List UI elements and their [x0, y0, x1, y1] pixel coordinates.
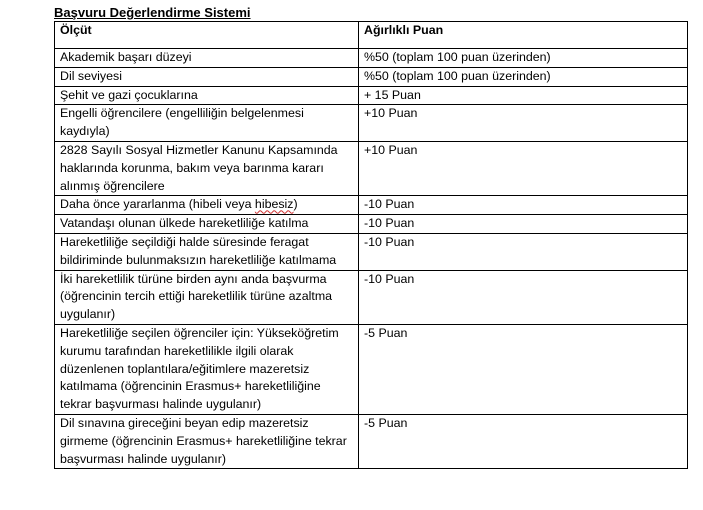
document [54, 5, 688, 469]
table-row [55, 196, 688, 215]
criterion-cell: Hareketliliğe seçilen öğrenciler için: Yükseköğretim kurumu tarafından hareketlilikle ilgili olarak düzenlenen toplantılara/eğitimlere mazeretsiz katılmama (öğrencinin Erasmus+ hareketliliğine tekrar başvurması halinde uygulanır) [55, 324, 359, 414]
table-row [55, 414, 688, 468]
score-cell: -5 Puan [359, 414, 688, 468]
table-row [55, 215, 688, 234]
score-cell: -10 Puan [359, 196, 688, 215]
table-row [55, 86, 688, 105]
criterion-cell: Dil seviyesi [55, 67, 359, 86]
criterion-text-end: ) [293, 197, 298, 212]
criterion-cell: Dil sınavına gireceğini beyan edip mazeretsiz girmeme (öğrencinin Erasmus+ hareketliliğine tekrar başvurması halinde uygulanır) [55, 414, 359, 468]
table-header-row [55, 22, 688, 49]
criterion-cell: Vatandaşı olunan ülkede hareketliliğe katılma [55, 215, 359, 234]
criterion-cell: Akademik başarı düzeyi [55, 49, 359, 68]
criterion-text: Daha önce yararlanma (hibeli veya [60, 197, 255, 212]
table-row [55, 324, 688, 414]
score-cell: +10 Puan [359, 141, 688, 195]
score-cell: +10 Puan [359, 105, 688, 142]
table-row [55, 141, 688, 195]
score-cell: -10 Puan [359, 270, 688, 324]
criterion-cell: Hareketliliğe seçildiği halde süresinde feragat bildiriminde bulunmaksızın hareketliliğe katılmama [55, 233, 359, 270]
score-cell: + 15 Puan [359, 86, 688, 105]
criterion-cell: 2828 Sayılı Sosyal Hizmetler Kanunu Kapsamında haklarında korunma, bakım veya barınma kararı alınmış öğrencilere [55, 141, 359, 195]
criteria-table [54, 21, 688, 469]
criterion-cell [55, 196, 359, 215]
header-criterion: Ölçüt [55, 22, 359, 49]
score-cell: %50 (toplam 100 puan üzerinden) [359, 49, 688, 68]
spellcheck-marked-word: hibesiz [254, 197, 294, 212]
table-row [55, 105, 688, 142]
table-row [55, 233, 688, 270]
header-score: Ağırlıklı Puan [359, 22, 688, 49]
table-row [55, 67, 688, 86]
criterion-cell: Engelli öğrencilere (engelliliğin belgelenmesi kaydıyla) [55, 105, 359, 142]
score-cell: -5 Puan [359, 324, 688, 414]
document-title: Başvuru Değerlendirme Sistemi [54, 5, 251, 20]
criterion-cell: Şehit ve gazi çocuklarına [55, 86, 359, 105]
score-cell: %50 (toplam 100 puan üzerinden) [359, 67, 688, 86]
criterion-cell: İki hareketlilik türüne birden aynı anda başvurma (öğrencinin tercih ettiği hareketlilik türüne azaltma uygulanır) [55, 270, 359, 324]
score-cell: -10 Puan [359, 233, 688, 270]
table-row [55, 270, 688, 324]
score-cell: -10 Puan [359, 215, 688, 234]
table-row [55, 49, 688, 68]
